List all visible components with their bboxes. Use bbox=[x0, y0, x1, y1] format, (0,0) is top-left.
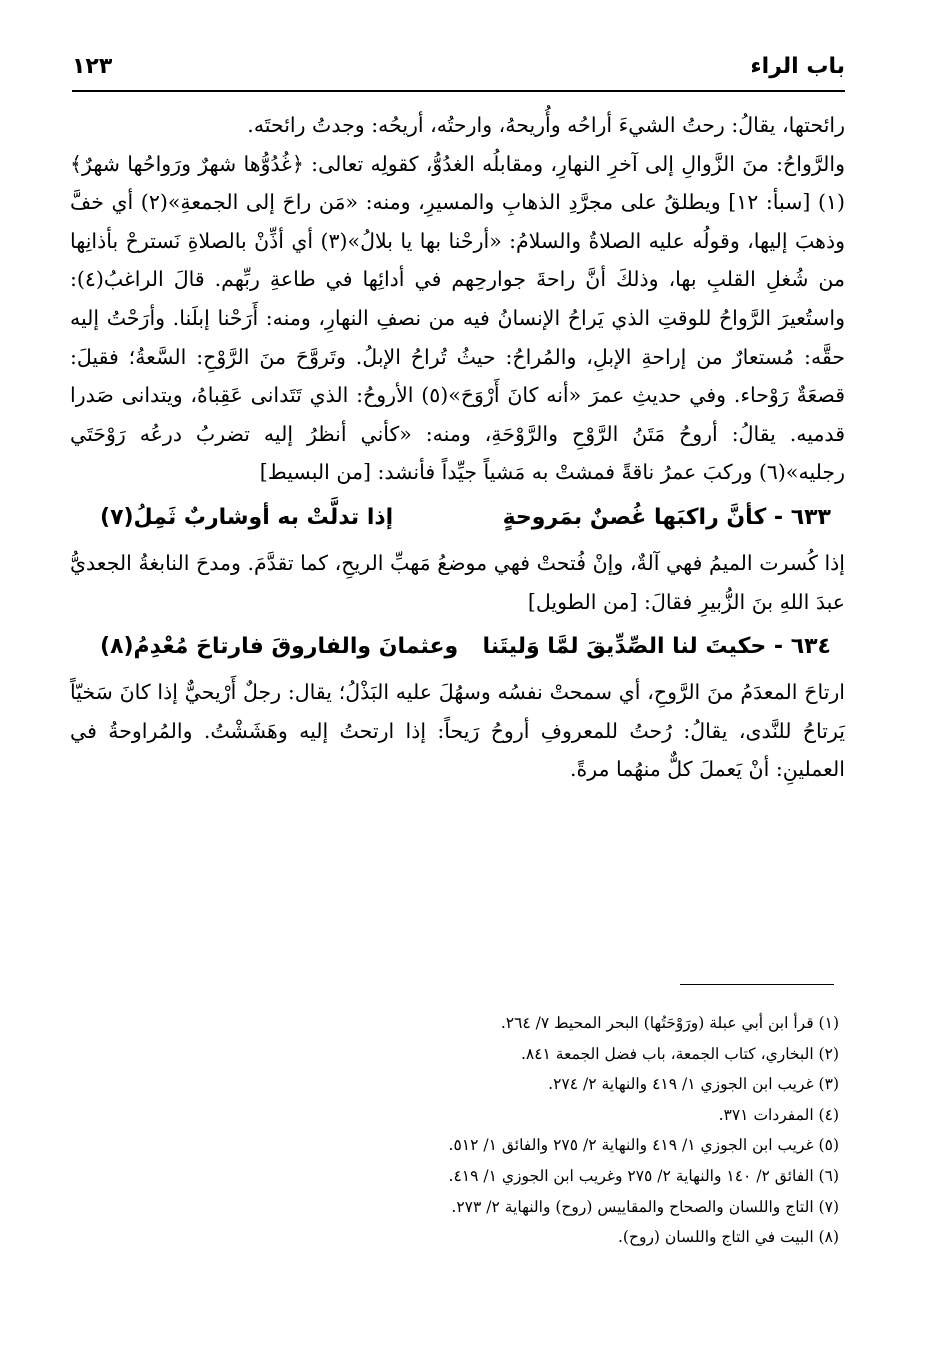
paragraph-1: رائحتها، يقالُ: رحتُ الشيءَ أراحُه وأُريحهُ، وارحتُه، أريحُه: وجدتُ رائحتَه. bbox=[247, 113, 845, 137]
paragraph-3: إذا كُسرت الميمُ فهي آلةٌ، وإنْ فُتحتْ فهي موضعُ مَهبِّ الريحِ، كما تقدَّمَ. ومدحَ النابغةُ الجعديُّ عبدَ اللهِ بنَ الزُّبيرِ فقالَ: [من الطويل] bbox=[70, 550, 845, 614]
main-text bbox=[70, 106, 845, 789]
footnote-3: (٣) غريب ابن الجوزي ١/ ٤١٩ والنهاية ٢/ ٢٧٤. bbox=[548, 1075, 839, 1094]
verse-634-hemistich-2: وعثمانَ والفاروقَ فارتاحَ مُعْدِمُ(٨) bbox=[100, 634, 459, 660]
paragraph-2: والرَّواحُ: منَ الزَّوالِ إلى آخرِ النهارِ، ومقابلُه الغدُوُّ، كقولِه تعالى: ﴿غُدُوُّها شهرٌ ورَواحُها شهرٌ﴾(١) [سبأ: ١٢] ويطلقُ على مجرَّدِ الذهابِ والمسيرِ، ومنه: «مَن راحَ إلى الجمعةِ»(٢) أي خفَّ وذهبَ إليها، وقولُه عليه الصلاةُ والسلامُ: «أرحْنا بها يا بلالُ»(٣) أي أذِّنْ بالصلاةِ نَسترحْ بأذانِها من شُغلِ القلبِ بها، وذلكَ أنَّ راحةَ جوارحِهم في أدائِها في طاعةِ ربِّهم. قالَ الراغبُ(٤): واستُعيرَ الرَّواحُ للوقتِ الذي يَراحُ الإنسانُ فيه من نصفِ النهارِ، ومنه: أَرَحْنا إبلَنا. وأرَحْتُ إليه حقَّه: مُستعارٌ من إراحةِ الإبلِ، والمُراحُ: حيثُ تُراحُ الإبلُ. وتَروَّحَ منَ الرَّوْحِ: السَّعةُ؛ فقيلَ: قصعَةٌ رَوْحاء. وفي حديثِ عمرَ «أنه كانَ أَرْوَحَ»(٥) الأروحُ: الذي تَتَدانى عَقِباهُ، ويتدانى صَدرا قدميه. يقالُ: أروحُ مَتَنُ الرَّوْحِ والرَّوْحَةِ، ومنه: «كأني أنظرُ إليه تضربُ درعُه رَوْحَتَي رجليه»(٦) وركبَ عمرُ ناقةً فمشتْ به مَشياً جيِّداً فأنشد: [من البسيط] bbox=[70, 151, 846, 485]
footnote-4: (٤) المفردات ٣٧١. bbox=[718, 1105, 839, 1124]
verse-634 bbox=[70, 621, 845, 673]
paragraph-4: ارتاحَ المعدَمُ منَ الرَّوحِ، أي سمحتْ نفسُه وسهُلَ عليه البَذْلُ؛ يقال: رجلٌ أَرْيحيٌّ إذا كانَ سَخيّاً يَرتاحُ للنَّدى، يقالُ: رُحتُ للمعروفِ أروحُ رَيحاً: إذا ارتحتُ إليه وهَشَشْتُ. والمُراوحةُ في العملينِ: أنْ يَعملَ كلٌّ منهُما مرةً. bbox=[70, 680, 845, 782]
footnote-5: (٥) غريب ابن الجوزي ١/ ٤١٩ والنهاية ٢/ ٢٧٥ والفائق ١/ ٥١٢. bbox=[448, 1136, 839, 1155]
footnote-6: (٦) الفائق ٢/ ١٤٠ والنهاية ٢/ ٢٧٥ وغريب ابن الجوزي ١/ ٤١٩. bbox=[448, 1166, 839, 1185]
footnote-2: (٢) البخاري، كتاب الجمعة، باب فضل الجمعة ٨٤١. bbox=[520, 1044, 839, 1063]
verse-633-hemistich-1: ٦٣٣ - كأنَّ راكبَها غُصنٌ بمَروحةٍ bbox=[502, 504, 831, 530]
footnote-8: (٨) البيت في التاج واللسان (روح). bbox=[617, 1228, 839, 1247]
footnote-7: (٧) التاج واللسان والصحاح والمقاييس (روح) والنهاية ٢/ ٢٧٣. bbox=[451, 1197, 839, 1216]
header-divider bbox=[72, 90, 845, 92]
footnote-1: (١) قرأ ابن أبي عبلة (ورَوْحَتُها) البحر المحيط ٧/ ٢٦٤. bbox=[500, 1014, 839, 1032]
footnote-divider bbox=[680, 984, 834, 985]
verse-633 bbox=[70, 492, 845, 544]
chapter-title: باب الراء bbox=[750, 53, 845, 79]
verse-634-hemistich-1: ٦٣٤ - حكيتَ لنا الصِّدِّيقَ لمَّا وَليتَنا bbox=[482, 634, 831, 660]
page-header bbox=[72, 44, 845, 88]
verse-633-hemistich-2: إذا تدلَّتْ به أوشاربٌ ثَمِلُ(٧) bbox=[100, 504, 394, 530]
page-number: ١٢٣ bbox=[72, 53, 113, 79]
footnotes bbox=[90, 1008, 839, 1253]
